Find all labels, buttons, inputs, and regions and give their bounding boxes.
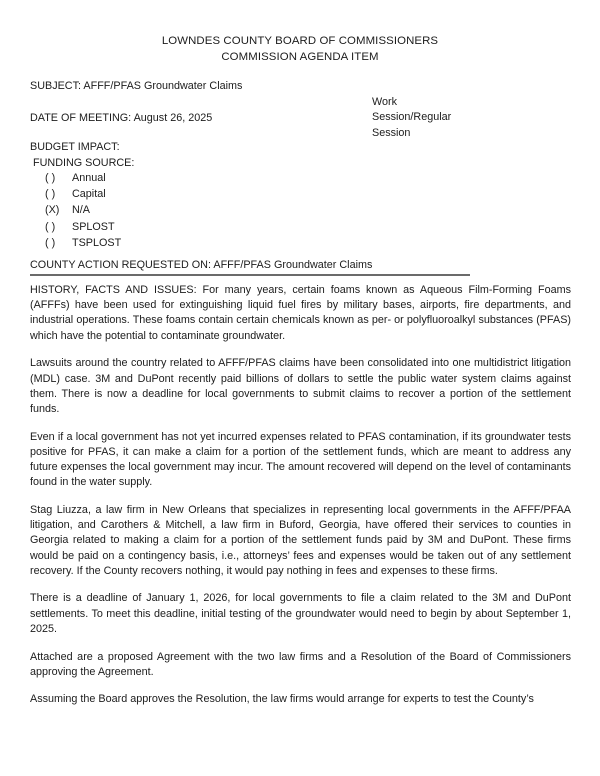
funding-option-row xyxy=(45,186,121,202)
budget-impact-label: BUDGET IMPACT: xyxy=(30,141,120,153)
body-paragraph: There is a deadline of January 1, 2026, for local governments to file a claim related to the 3M and DuPont settlements. To meet this deadline, initial testing of the groundwater would need to begin by about September 1, 2025. xyxy=(30,592,571,635)
body-paragraph: HISTORY, FACTS AND ISSUES: For many years, certain foams known as Aqueous Film-Forming Foams (AFFFs) have been used for extinguishing liquid fuel fires by military bases, airports, fire departments, and industrial operations. These foams contain certain chemicals known as per- or polyfluoroalkyl substances (PFAS) which have the potential to contaminate groundwater. xyxy=(30,284,571,342)
funding-source-label: FUNDING SOURCE: xyxy=(33,157,135,169)
funding-option-row xyxy=(45,235,121,251)
session-line-1: Work xyxy=(372,96,397,108)
checkbox-mark: ( ) xyxy=(45,220,56,233)
funding-option-label: Capital xyxy=(72,188,106,201)
funding-option-label: SPLOST xyxy=(72,220,115,233)
body-paragraph: Lawsuits around the country related to AFFF/PFAS claims have been consolidated into one multidistrict litigation (MDL) case. 3M and DuPont recently paid billions of dollars to settle the public water system claims against them. There is now a deadline for local governments to submit claims to recover a portion of the settlement funds. xyxy=(30,357,571,415)
body-paragraph: Even if a local government has not yet incurred expenses related to PFAS contamination, if its groundwater tests positive for PFAS, it can make a claim for a portion of the settlement funds, which are meant to address any future expenses the local government may incur. The amount recovered will depend on the level of contaminants found in the water supply. xyxy=(30,430,571,489)
body-paragraph: Stag Liuzza, a law firm in New Orleans that specializes in representing local governments in the AFFF/PFAA litigation, and Carothers & Mitchell, a law firm in Buford, Georgia, have offered their services to counties in Georgia related to making a claim for a portion of the settlement funds paid by 3M and DuPont. These firms would be paid on a contingency basis, i.e., attorneys’ fees and expenses would be taken out of any settlement recovery. If the County recovers nothing, it would pay nothing in fees and expenses to these firms. xyxy=(30,503,571,577)
funding-option-row xyxy=(45,202,121,218)
title-line2: COMMISSION AGENDA ITEM xyxy=(221,51,379,63)
body-paragraph: Assuming the Board approves the Resolution, the law firms would arrange for experts to test the County’s xyxy=(30,693,534,706)
checkbox-mark: ( ) xyxy=(45,172,56,184)
history-facts-issues-body xyxy=(30,283,571,720)
funding-option-label: Annual xyxy=(72,172,106,184)
funding-option-label: N/A xyxy=(72,204,90,217)
subject-line: SUBJECT: AFFF/PFAS Groundwater Claims xyxy=(30,80,243,92)
title-line1: LOWNDES COUNTY BOARD OF COMMISSIONERS xyxy=(161,35,439,47)
body-paragraph: Attached are a proposed Agreement with the two law firms and a Resolution of the Board of Commissioners approving the Agreement. xyxy=(30,650,571,678)
funding-option-row xyxy=(45,219,121,235)
session-line-3: Session xyxy=(372,126,411,139)
session-type-block xyxy=(372,95,468,141)
funding-source-options xyxy=(45,170,121,251)
checkbox-mark: ( ) xyxy=(45,188,56,201)
county-action-requested: COUNTY ACTION REQUESTED ON: AFFF/PFAS Groundwater Claims xyxy=(30,259,470,276)
date-of-meeting: DATE OF MEETING: August 26, 2025 xyxy=(30,112,213,124)
document-title xyxy=(0,33,600,65)
funding-option-label: TSPLOST xyxy=(72,236,122,249)
funding-option-row xyxy=(45,170,121,186)
checkbox-mark: (X) xyxy=(45,204,60,217)
session-line-2: Session/Regular xyxy=(372,111,452,124)
checkbox-mark: ( ) xyxy=(45,236,56,249)
